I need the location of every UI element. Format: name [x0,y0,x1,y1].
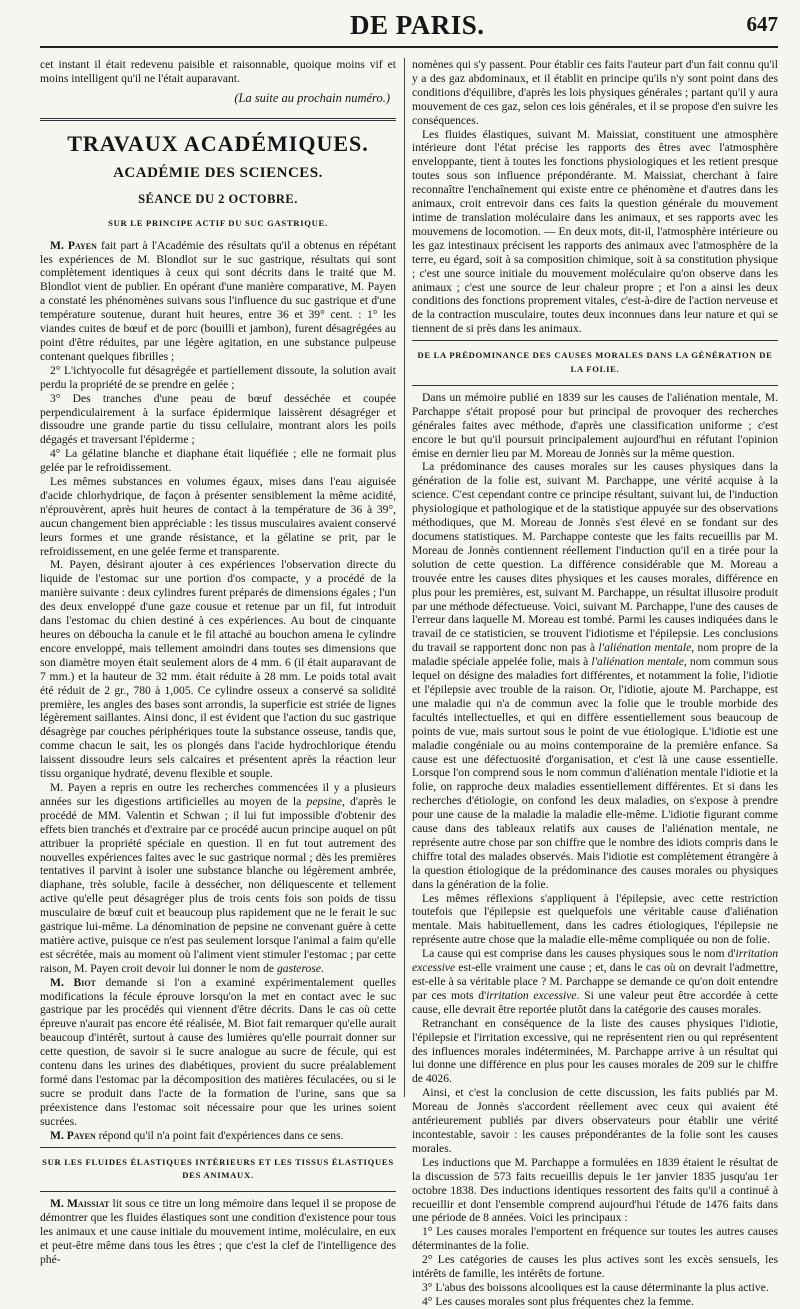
emphasis: gasterose [276,961,321,975]
continued-paragraph: nomènes qui s'y passent. Pour établir ces faits l'auteur part d'un fait connu qu'il y a des gaz abdominaux, et il établit en principe qu'ils n'y sont point dans des conditions d'équilibre, d'après les lois physiques générales ; partant qu'il y aura mouvement de ces gaz, selon ces lois générales, et il se propose d'en suivre les conséquences. [412,58,778,127]
paragraph-text: est-elle vraiment une cause ; et, dans le cas où on devrait l'admettre, est-elle à sa véritable place ? M. Parchappe se demande ce qu'on doit entendre par ces mots d' [412,961,778,1002]
list-item: 4° Les causes morales sont plus fréquentes chez la femme. [422,1294,694,1308]
article-subheading: DE LA PRÉDOMINANCE DES CAUSES MORALES DANS LA GÉNÉRATION DE LA FOLIE. [417,350,773,375]
article-paragraph: Les fluides élastiques, suivant M. Maissiat, constituent une atmosphère intérieure dont l'état précise les rapports des êtres avec l'atmosphère enveloppante, tient à toutes les fonctions physiologiques et les retient presque toutes sous son influence prépondérante. M. Maissiat, cherchant à faire reconnaître l'enchaînement qui existe entre ce phénomène et d'autres dans les animaux, croit entrevoir dans ces faits la question générale du mouvement intime de translation moléculaire dans les animaux, et ses rapports avec les mouvemens de locomotion. — En deux mots, dit-il, l'atmosphère intérieure ou les gaz intestinaux précisent les rapports des animaux avec l'atmosphère de la terre, eu égard, soit à sa composition chimique, soit à sa constitution physique ; c'est une source initiale du mouvement moléculaire qu'on observe dans les animaux ; c'est une source de leur chaleur propre ; et l'on a ainsi les deux conditions des fonctions proprement vitales, c'est-à-dire de l'action nerveuse et de la contraction musculaire, toutes deux inconnues dans leur nature et qui se tiennent de si près dans les animaux. [412,127,778,336]
article-divider [40,1147,396,1148]
article-divider [412,385,778,386]
article-divider [40,1191,396,1192]
article-paragraph: 3° Des tranches d'une peau de bœuf desséchée et coupée perpendiculairement à la surface épidermique laissèrent désagréger et dissoudre une grande partie du tissu cellulaire, montrant alors les poils dégagés et traversant l'épiderme ; [40,391,396,447]
emphasis: irritation excessive [412,947,778,975]
right-column [412,58,778,1308]
article-paragraph: 4° La gélatine blanche et diaphane était liquéfiée ; elle ne formait plus gelée par le refroidissement. [40,447,396,475]
page-number: 647 [746,12,778,36]
article-paragraph: M. Payen, désirant ajouter à ces expériences l'observation directe du liquide de l'estomac sur une portion d'os compacte, y a procédé de la manière suivante : deux cylindres furent préparés de dimensions égales ; l'un des deux enveloppé d'une gaze cousue et retenue par un fil, fut introduit dans l'estomac du chien destiné à ces expériences. Au bout de cinquante heures on déboucha la canule et le fil attaché au bouchon amena le cylindre encore enveloppé, mais tellement amoindri dans toutes ses dimensions que son diamètre moyen était seulement alors de 4 mm. 6 (il était auparavant de 7 mm.) et la hauteur de 32 mm. était réduite à 28 mm. Le poids total avait été réduit de 2 gr., 780 à 1,005. Ce cylindre osseux a conservé sa solidité première, les angles des bases sont arrondis, la superficie est striée de lignes légèrement saillantes. Ainsi donc, il est évident que l'action du suc gastrique désagrège par couches périphériques toute la substance osseuse, tandis que, comme chacun le sait, les os plongés dans l'acide hydrochlorique étendu laissent dissoudre leurs sels calcaires et présentent après la réaction leur tissu organique hydraté, devenu flexible et souple. [40,558,396,781]
paragraph-text: La prédominance des causes morales sur les causes physiques dans la génération de la folie est, suivant M. Parchappe, une vérité acquise à la science. C'est cependant contre ce principe résultant, suivant lui, de l'induction physiologique et pathologique et de la statistique appuyée sur des observations méthodiques, que M. Moreau de Jonnès s'est élevé en se fondant sur des documens statistiques. M. Parchappe conteste que les faits recueillis par M. Moreau de Jonnès contiennent réellement l'induction qu'il en a tirée pour la solution de cette question. La différence considérable que M. Moreau a trouvée entre les causes dites physiques et les causes morales, différence en plus pour les premières, est, suivant M. Parchappe, un résultat illusoire produit par une méthode défectueuse. Voici, suivant M. Parchappe, l'une des causes de l'erreur dans laquelle M. Moreau est tombé. Parmi les causes indiquées dans le travail de ce statisticien, se trouvent l'idiotisme et l'épilepsie. Les conclusions du travail se rapportent donc non pas à [412,460,778,655]
article-paragraph: Les inductions que M. Parchappe a formulées en 1839 étaient le résultat de la discussion de 573 faits recueillis depuis le 1er janvier 1835 jusqu'au 1er octobre 1838. Des inductions identiques ressortent des faits qu'il a continué à recueillir et dont l'ensemble comprend aujourd'hui l'étude de 1476 faits dans une période de 8 années. Voici les principaux : [412,1155,778,1225]
paragraph-text: lit sous ce titre un long mémoire dans lequel il se propose de démontrer que les fluides élastiques sont une condition d'existence pour tous les animaux et une cause initiale du mouvement intime, moléculaire, en eux et peut-être même dans tous les êtres ; que c'est la clef de l'intelligence des phé- [40,1197,397,1266]
paragraph-text: . [321,961,324,975]
session-heading: SÉANCE DU 2 OCTOBRE. [138,191,298,206]
article-paragraph: Dans un mémoire publié en 1839 sur les causes de l'aliénation mentale, M. Parchappe s'était proposé pour but principal de provoquer des recherches générales faites avec méthode, d'après une classification uniforme ; c'est encore le but qu'il poursuit principalement aujourd'hui en réfutant l'opinion émise en dernier lieu par M. Moreau de Jonnès sur la même question. [412,390,778,460]
emphasis: pepsine [306,794,342,808]
running-title: DE PARIS. [350,10,485,40]
article-paragraph: Ainsi, et c'est la conclusion de cette discussion, les faits publiés par M. Moreau de Jonnès s'accordent réellement avec ceux qui avaient été antérieurement publiés par divers observateurs pour établir une vérité incontestable, savoir : les causes prépondérantes de la folie sont les causes morales. [412,1086,778,1155]
paragraph-text: , nom propre de la maladie spéciale appelée folie, mais à [412,641,778,669]
paragraph-text: M. Payen a repris en outre les recherches commencées il y a plusieurs années sur les digestions artificielles au moyen de la [40,780,396,808]
to-be-continued-note: (La suite au prochain numéro.) [234,90,390,105]
page-header [40,10,778,48]
section-title: TRAVAUX ACADÉMIQUES. [67,130,369,156]
speaker-name: M. Payen [50,238,97,252]
article-subheading: SUR LE PRINCIPE ACTIF DU SUC GASTRIQUE. [108,217,328,228]
article-divider [412,340,778,341]
article-paragraph [40,1129,396,1143]
paragraph-text: , nom commun sous lequel on désigne des maladies fort différentes, et notamment la folie, l'idiotie et l'épilepsie avec trouble de la raison. Or, l'idiotie, ajoute M. Parchappe, est une maladie qui n'a de commun avec la folie que le trouble morbide des facultés intellectuelles, et qui en diffère essentiellement sous beaucoup de points de vue, mais surtout sous le point de vue étiologique. L'idiotie est une maladie congéniale ou au moins contemporaine de la première enfance. Sa cause est une défectuosité d'organisation, et c'est là une cause essentielle. Lorsque l'on comprend sous le nom commun d'aliénation mentale l'idiotie et la folie, on rapproche deux maladies essentiellement différentes. Et si dans les recherches d'étiologie, on confond les deux maladies, on s'expose à prendre pour une cause de la maladie la maladie elle-même. L'idiotie figurant comme cause dans des tableaux relatifs aux causes de l'aliénation mentale, ne représente autre chose par son chiffre que le nombre des idiots compris dans le chiffre total des malades observés. Mais l'idiotie est complètement étrangère à la question étiologique de la prédominance des causes morales ou physiques dans la génération de la folie. [412,655,778,891]
article-subheading: SUR LES FLUIDES ÉLASTIQUES INTÉRIEURS ET LES TISSUS ÉLASTIQUES DES ANIMAUX. [42,1156,394,1181]
left-column [40,58,397,1266]
speaker-name: M. Biot [50,975,96,989]
paragraph-text: demande si l'on a examiné expérimentalement quelles modifications la fécule éprouve lorsqu'on la met en contact avec le suc gastrique par les procédés qui viennent d'être décrits. Dans le cas où cette épreuve n'aurait pas encore été réalisée, M. Biot fait remarquer qu'elle aurait beaucoup d'intérêt, surtout à cause des lumières qu'elle pourrait donner sur cette question, de savoir si le sucre analogue au sucre de fécule, qui est contenu dans les urines des diabétiques, provient du sucre préalablement formé dans l'estomac par la décomposition des matières féculacées, ou si le sucre se produit dans l'acte de la formation de l'urine, sans que sa préexistence dans l'estomac soit nécessaire pour que les urines soient sucrées. [40,975,396,1128]
list-item: 2° Les catégories de causes les plus actives sont les excès sensuels, les intérêts de famille, les intérêts de fortune. [412,1253,778,1281]
speaker-name: M. Payen [50,1128,96,1142]
list-item: 1° Les causes morales l'emportent en fréquence sur toutes les autres causes déterminantes de la folie. [412,1225,778,1253]
paragraph-text: fait part à l'Académie des résultats qu'il a obtenus en répétant les expériences de M. Blondlot sur le suc gastrique, résultats qui sont complètement identiques à ceux qui sont décrits dans le traité que M. Blondlot vient de publier. En opérant d'une manière comparative, M. Payen a constaté les phénomènes suivans sous l'influence du suc gastrique et d'une température soutenue, durant huit heures, entre 36 et 39° cent. : 1° les viandes cuites de bœuf et de porc (bouilli et jambon), furent désagrégées au point d'être réduites, par une légère agitation, en une substance pulpeuse contenant quelques fibrilles ; [40,238,396,363]
article-paragraph: Les mêmes réflexions s'appliquent à l'épilepsie, avec cette restriction toutefois que l'épilepsie est quelquefois une véritable cause d'aliénation mentale. Mais habituellement, dans les cadres étiologiques, l'épilepsie ne représente autre chose que la maladie elle-même compliquée ou non de folie. [412,891,778,947]
paragraph-text: . Si une valeur peut être accordée à cette cause, elle devrait être reportée plutôt dans la catégorie des causes morales. [412,988,778,1016]
academy-heading: ACADÉMIE DES SCIENCES. [113,164,323,181]
column-rule [404,58,405,1097]
emphasis: irritation excessive [486,988,577,1002]
emphasis: l'aliénation mentale [598,641,692,655]
article-paragraph: Retranchant en conséquence de la liste des causes physiques l'idiotie, l'épilepsie et l'irritation excessive, qui ne représentent rien ou qui représentent des influences morales indéterminées, M. Parchappe arrive à un résultat qui lui donne une différence en plus pour les causes morales de 209 sur le chiffre de 4026. [412,1016,778,1086]
continued-paragraph: cet instant il était redevenu paisible et raisonnable, quoique moins vif et moins intelligent qu'il ne l'était auparavant. [40,58,396,85]
paragraph-text: , d'après le procédé de MM. Valentin et Schwan ; il lui fut impossible d'obtenir des effets bien tranchés et d'extraire par ce procédé aucun principe auquel on pût attribuer la propriété spéciale en question. Il en fut tout autrement des nouvelles expériences faites avec le suc gastrique normal ; dès les premières tentatives il parvint à isoler une substance blanche ou légèrement ambrée, diaphane, très soluble, facile à dessécher, non déliquescente et tellement active qu'elle peut désagréger plus de trois cents fois son poids de tissu musculaire de bœuf cuit et beaucoup plus rapidement que ne le ferait le suc gastrique lui-même. La dénomination de pepsine ne convenant guère à cette matière active, puisque ce n'est pas seulement lorsque l'animal a faim qu'elle est sécrétée, mais au moment où l'aliment vient stimuler l'estomac ; par cette raison, M. Payen croit devoir lui donner le nom de [40,794,396,975]
article-paragraph: Les mêmes substances en volumes égaux, mises dans l'eau aiguisée d'acide chlorhydrique, de façon à présenter sensiblement la même acidité, n'éprouvèrent, après huit heures de contact à la température de 36 à 39°, aucun changement bien appréciable : les tissus musculaires avaient conservé leurs formes et une grande résistance, et la gélatine se prit, par le refroidissement, en une gelée ferme et transparente. [40,475,396,558]
article-paragraph: 2° L'ichtyocolle fut désagrégée et partiellement dissoute, la solution avait perdu la propriété de se prendre en gelée ; [40,363,396,391]
article-paragraph [40,976,396,1129]
emphasis: l'aliénation mentale [591,655,684,669]
article-paragraph [412,947,778,1017]
article-paragraph [40,239,396,364]
article-paragraph [40,781,396,976]
speaker-name: M. Maissiat [50,1197,110,1211]
list-item: 3° L'abus des boissons alcooliques est la cause déterminante la plus active. [422,1280,769,1294]
article-paragraph [40,1197,396,1267]
paragraph-text: répond qu'il n'a point fait d'expériences dans ce sens. [98,1128,344,1142]
section-divider [40,118,396,121]
article-paragraph [412,460,778,891]
paragraph-text: La cause qui est comprise dans les causes physiques sous le nom d' [422,947,736,961]
